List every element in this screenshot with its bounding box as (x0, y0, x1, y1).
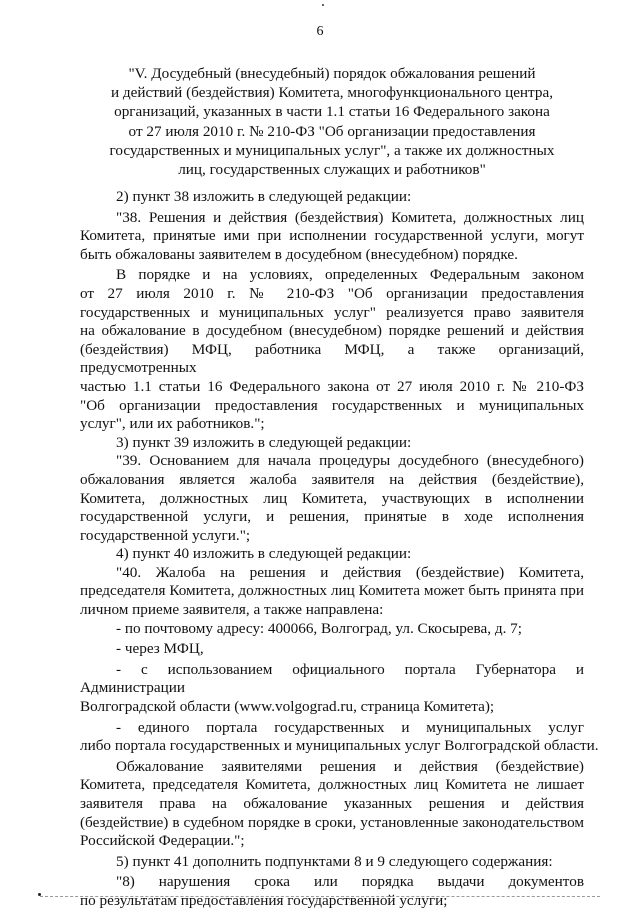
paragraph-appeal-mfc (80, 266, 584, 433)
text-line: на обжалование в досудебном (внесудебном) порядке решений и действия (80, 322, 584, 340)
text-line: "39. Основанием для начала процедуры досудебного (внесудебного) (116, 452, 584, 470)
text-line: государственной услуги."; (80, 526, 251, 544)
text-line: Волгоградской области (www.volgograd.ru, страница Комитета); (80, 698, 495, 716)
text-line: либо портала государственных и муниципальных услуг Волгоградской области. (80, 737, 599, 755)
text-line: по результатам предоставления государственной услуги; (80, 891, 448, 909)
list-item-mfc: - через МФЦ, (116, 640, 204, 658)
text-line: - с использованием официального портала Губернатора и Администрации (80, 660, 584, 697)
text-line: (бездействие) в судебном порядке в сроки, установленные законодательством (80, 813, 584, 831)
text-line: Комитета, принятые ими при исполнении государственной услуги, могут (80, 227, 584, 245)
text-line: Комитета, должностных лиц Комитета, участвующих в исполнении (80, 489, 584, 507)
text-line: "40. Жалоба на решения и действия (бездействие) Комитета, (116, 563, 584, 581)
text-line: - единого портала государственных и муниципальных услуг (116, 718, 584, 736)
list-item-postal: - по почтовому адресу: 400066, Волгоград, ул. Скосырева, д. 7; (116, 619, 522, 637)
paragraph-item-4: 4) пункт 40 изложить в следующей редакции: (116, 545, 412, 563)
heading-line: и действий (бездействия) Комитета, многофункционального центра, (110, 84, 554, 102)
scan-dot (322, 4, 324, 6)
text-line: быть обжалованы заявителем в досудебном (внесудебном) порядке. (80, 245, 518, 263)
section-heading (80, 64, 584, 179)
text-line: заявителя права на обжалование указанных решения и действия (80, 795, 584, 812)
text-line: "8) нарушения срока или порядка выдачи документов (116, 873, 584, 891)
paragraph-item-2: 2) пункт 38 изложить в следующей редакции: (116, 188, 412, 205)
text-line: (бездействия) МФЦ, работника МФЦ, а также организаций, предусмотренных (80, 340, 584, 377)
paragraph-point-40 (80, 564, 584, 620)
paragraph-judicial-appeal (80, 758, 584, 851)
text-line: частью 1.1 статьи 16 Федерального закона от 27 июля 2010 г. № 210-ФЗ (80, 377, 584, 395)
page-number: 6 (316, 24, 324, 39)
scan-mark (38, 893, 41, 896)
text-line: личном приеме заявителя, а также направлена: (80, 601, 384, 619)
document-body (80, 188, 599, 911)
paragraph-item-3: 3) пункт 39 изложить в следующей редакции: (116, 433, 412, 451)
text-line: Российской Федерации."; (80, 832, 245, 850)
list-item-unified-portal (80, 718, 599, 756)
heading-line: от 27 июля 2010 г. № 210-ФЗ "Об организации предоставления (128, 122, 536, 140)
list-item-governor-portal (80, 661, 584, 717)
text-line: "Об организации предоставления государственных и муниципальных (80, 396, 584, 414)
footer-rule (40, 896, 600, 897)
paragraph-item-5: 5) пункт 41 дополнить подпунктами 8 и 9 следующего содержания: (116, 852, 553, 870)
text-line: В порядке и на условиях, определенных Федеральным законом (116, 266, 584, 284)
text-line: "38. Решения и действия (бездействия) Комитета, должностных лиц (116, 208, 584, 226)
text-line: услуг", или их работников."; (80, 415, 265, 433)
heading-line: государственных и муниципальных услуг", а также их должностных (109, 141, 555, 159)
text-line: государственной услуги, и решения, принятые в ходе исполнения (80, 508, 584, 526)
text-line: Комитета, председателя Комитета, должностных лиц Комитета не лишает (80, 776, 584, 794)
paragraph-point-39 (80, 452, 584, 545)
text-line: государственных и муниципальных услуг" реализуется право заявителя (80, 303, 584, 321)
text-line: председателя Комитета, должностных лиц Комитета может быть принята при (80, 582, 584, 600)
heading-line: лиц, государственных служащих и работников" (178, 161, 486, 179)
text-line: от 27 июля 2010 г. № 210-ФЗ "Об организации предоставления (80, 284, 584, 302)
text-line: Обжалование заявителями решения и действия (бездействие) (116, 757, 584, 775)
paragraph-point-38 (80, 209, 584, 265)
heading-line: "V. Досудебный (внесудебный) порядок обжалования решений (128, 65, 536, 82)
heading-line: организаций, указанных в части 1.1 статьи 16 Федерального закона (114, 103, 550, 121)
text-line: обжалования является жалоба заявителя на действия (бездействие), (80, 470, 584, 488)
